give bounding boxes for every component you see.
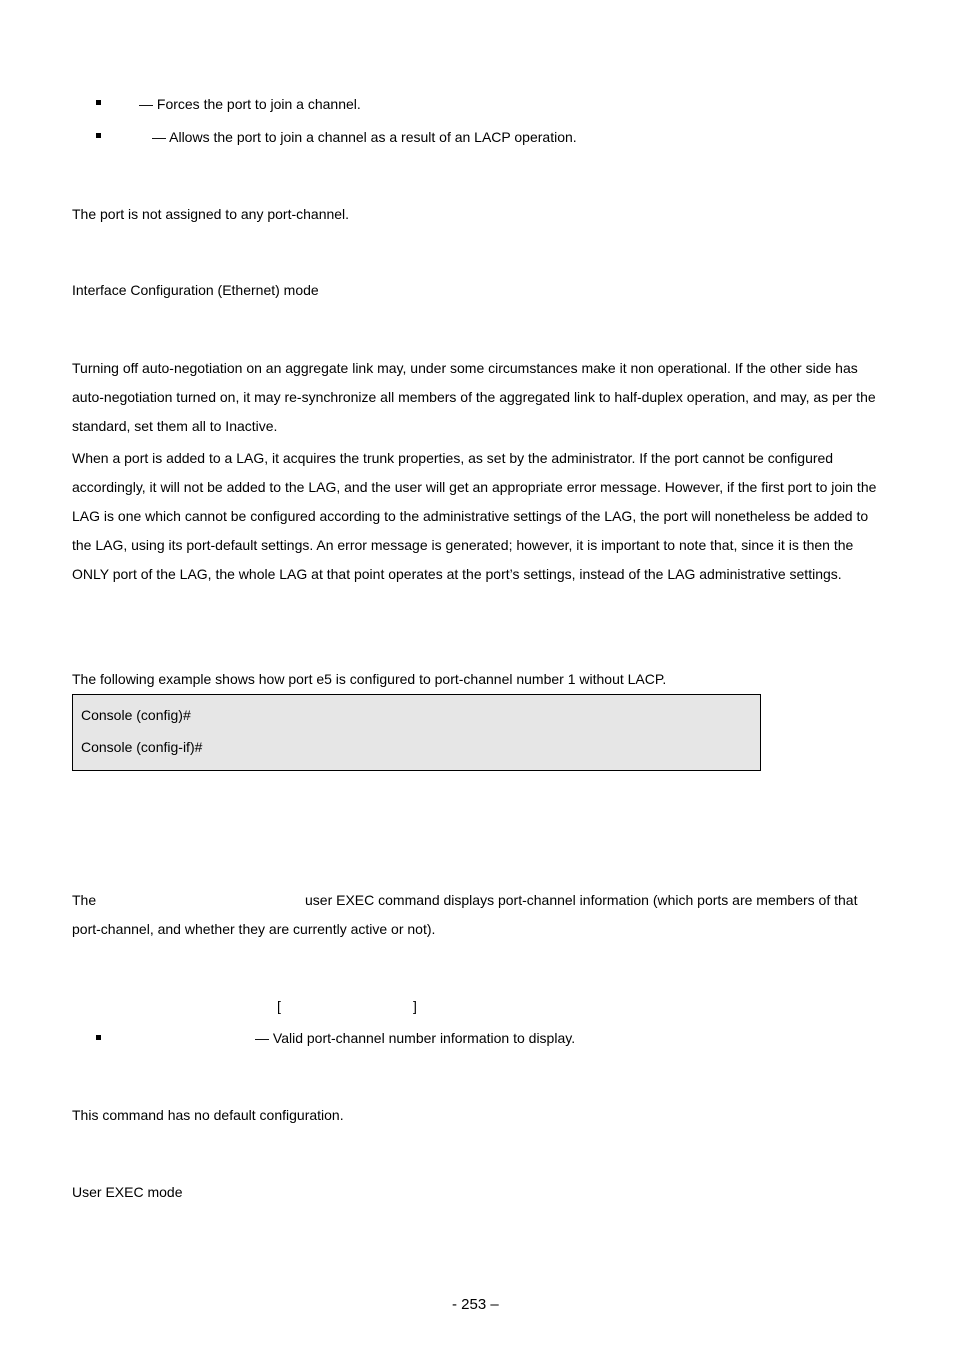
page-number: - 253 – [452,1296,499,1313]
usage-paragraph-1: Turning off auto-negotiation on an aggregate link may, under some circumstances make it non operational. If the other side has auto-negotiation turned on, it may re-synchronize all members of the aggregated link to half-duplex operation, and may, as per the standard, set them all to Inactive. [72,360,876,434]
command-mode-text: Interface Configuration (Ethernet) mode [72,282,319,298]
default-config-text-2: This command has no default configuration. [72,1107,344,1123]
description-text-continued: port-channel, and whether they are currently active or not). [72,921,436,937]
description-text: user EXEC command displays port-channel information (which ports are members of that [305,892,858,908]
code-line: Console (config)# [81,707,191,723]
bullet-item-auto: — Allows the port to join a channel as a result of an LACP operation. [152,129,577,145]
code-example-box [72,694,761,771]
command-mode-text-2: User EXEC mode [72,1184,183,1200]
usage-paragraph-2: When a port is added to a LAG, it acquires the trunk properties, as set by the administrator. If the port cannot be configured accordingly, it will not be added to the LAG, and the user will get an appropriate error message. However, if the first port to join the LAG is one which cannot be configured according to the administrative settings of the LAG, the port will nonetheless be added to the LAG, using its port-default settings. An error message is generated; however, it is important to note that, since it is then the ONLY port of the LAG, the whole LAG at that point operates at the port’s settings, instead of the LAG administrative settings. [72,450,877,582]
bullet-marker [96,1035,101,1040]
code-line: Console (config-if)# [81,739,203,755]
example-intro: The following example shows how port e5 is configured to port-channel number 1 without LACP. [72,671,667,687]
syntax-open-bracket: [ [277,998,281,1014]
syntax-close-bracket: ] [413,998,417,1014]
description-the: The [72,892,97,908]
bullet-marker [96,100,101,105]
bullet-marker [96,133,101,138]
bullet-item-on: — Forces the port to join a channel. [139,96,361,112]
default-config-text: The port is not assigned to any port-channel. [72,206,350,222]
parameter-description: — Valid port-channel number information to display. [255,1030,576,1046]
